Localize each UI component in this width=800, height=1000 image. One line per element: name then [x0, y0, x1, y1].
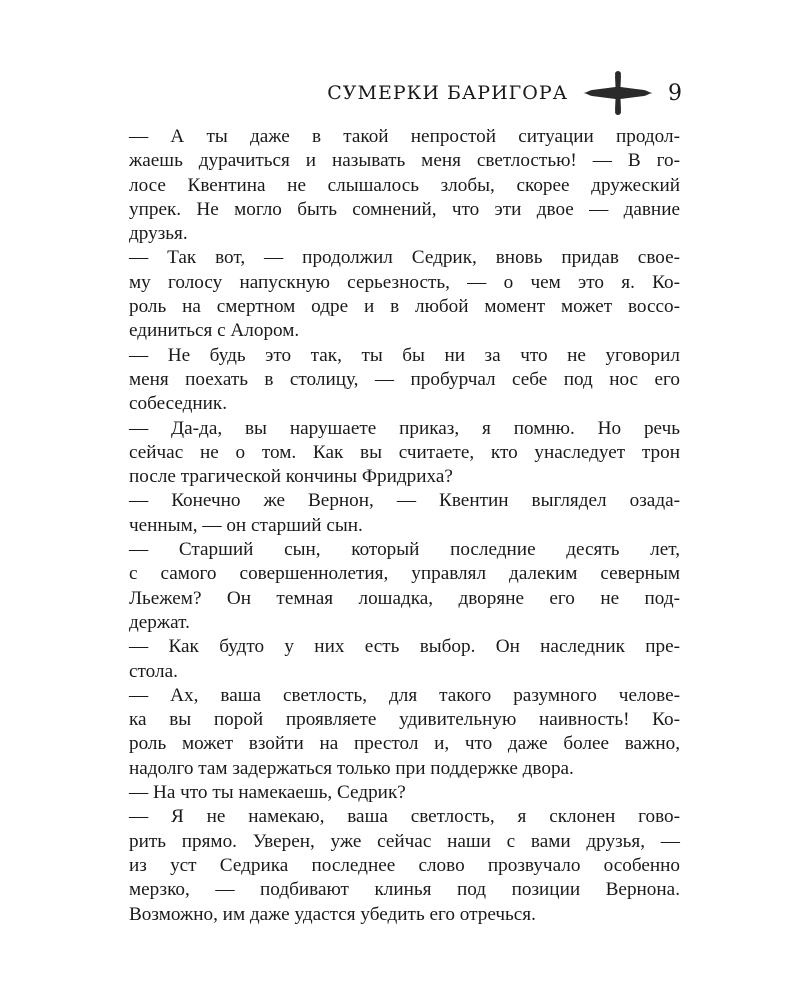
text-line: — На что ты намекаешь, Седрик? [129, 782, 406, 804]
text-line: му голосу напускную серьезность, — о чем это я. Ко- [129, 271, 680, 293]
body-text [95, 125, 680, 927]
text-line: лосе Квентина не слышалось злобы, скорее дружеский [129, 174, 680, 196]
paragraph [95, 417, 680, 490]
text-line: — Да-да, вы нарушаете приказ, я помню. Но речь [129, 417, 680, 439]
text-line: жаешь дурачиться и называть меня светлостью! — В го- [129, 150, 680, 172]
text-line: ченным, — он старший сын. [129, 514, 363, 536]
text-line: надолго там задержаться только при поддержке двора. [129, 757, 574, 779]
text-line: с самого совершеннолетия, управлял далеким северным [129, 563, 680, 585]
paragraph [95, 538, 680, 635]
running-title: СУМЕРКИ БАРИГОРА [327, 82, 568, 104]
page-number: 9 [668, 80, 682, 106]
text-line: ка вы порой проявляете удивительную наивность! Ко- [129, 709, 680, 731]
text-line: роль на смертном одре и в любой момент может воссо- [129, 296, 680, 318]
text-line: — Я не намекаю, ваша светлость, я склонен гово- [129, 806, 680, 828]
paragraph [95, 489, 680, 538]
paragraph [95, 344, 680, 417]
text-line: после трагической кончины Фридриха? [129, 466, 453, 488]
text-line: — Старший сын, который последние десять лет, [129, 539, 680, 561]
paragraph [95, 246, 680, 343]
paragraph [95, 781, 680, 805]
text-line: — Конечно же Вернон, — Квентин выглядел озада- [129, 490, 680, 512]
text-line: Льежем? Он темная лошадка, дворяне его не под- [129, 587, 680, 609]
text-line: сейчас не о том. Как вы считаете, кто унаследует трон [129, 441, 680, 463]
paragraph [95, 125, 680, 246]
text-line: рить прямо. Уверен, уже сейчас наши с вами друзья, — [129, 830, 680, 852]
text-line: стола. [129, 660, 178, 682]
text-line: единиться с Алором. [129, 320, 300, 342]
text-line: Возможно, им даже удастся убедить его отречься. [129, 903, 536, 925]
cross-ornament-icon [582, 70, 654, 116]
running-header [327, 70, 682, 116]
text-line: — Как будто у них есть выбор. Он наследник пре- [129, 636, 680, 658]
text-line: собеседник. [129, 393, 228, 415]
text-line: — Так вот, — продолжил Седрик, вновь придав свое- [129, 247, 680, 269]
paragraph [95, 684, 680, 781]
text-line: — Ах, ваша светлость, для такого разумного челове- [129, 684, 680, 706]
text-line: роль может взойти на престол и, что даже более важно, [129, 733, 680, 755]
text-line: меня поехать в столицу, — пробурчал себе под нос его [129, 368, 680, 390]
text-line: мерзко, — подбивают клинья под позиции Вернона. [129, 879, 680, 901]
text-line: — Не будь это так, ты бы ни за что не уговорил [129, 344, 680, 366]
text-line: друзья. [129, 223, 188, 245]
text-line: упрек. Не могло быть сомнений, что эти двое — давние [129, 198, 680, 220]
paragraph [95, 805, 680, 926]
text-line: из уст Седрика последнее слово прозвучало особенно [129, 854, 680, 876]
paragraph [95, 635, 680, 684]
text-line: — А ты даже в такой непростой ситуации продол- [129, 126, 680, 147]
text-line: держат. [129, 611, 190, 633]
